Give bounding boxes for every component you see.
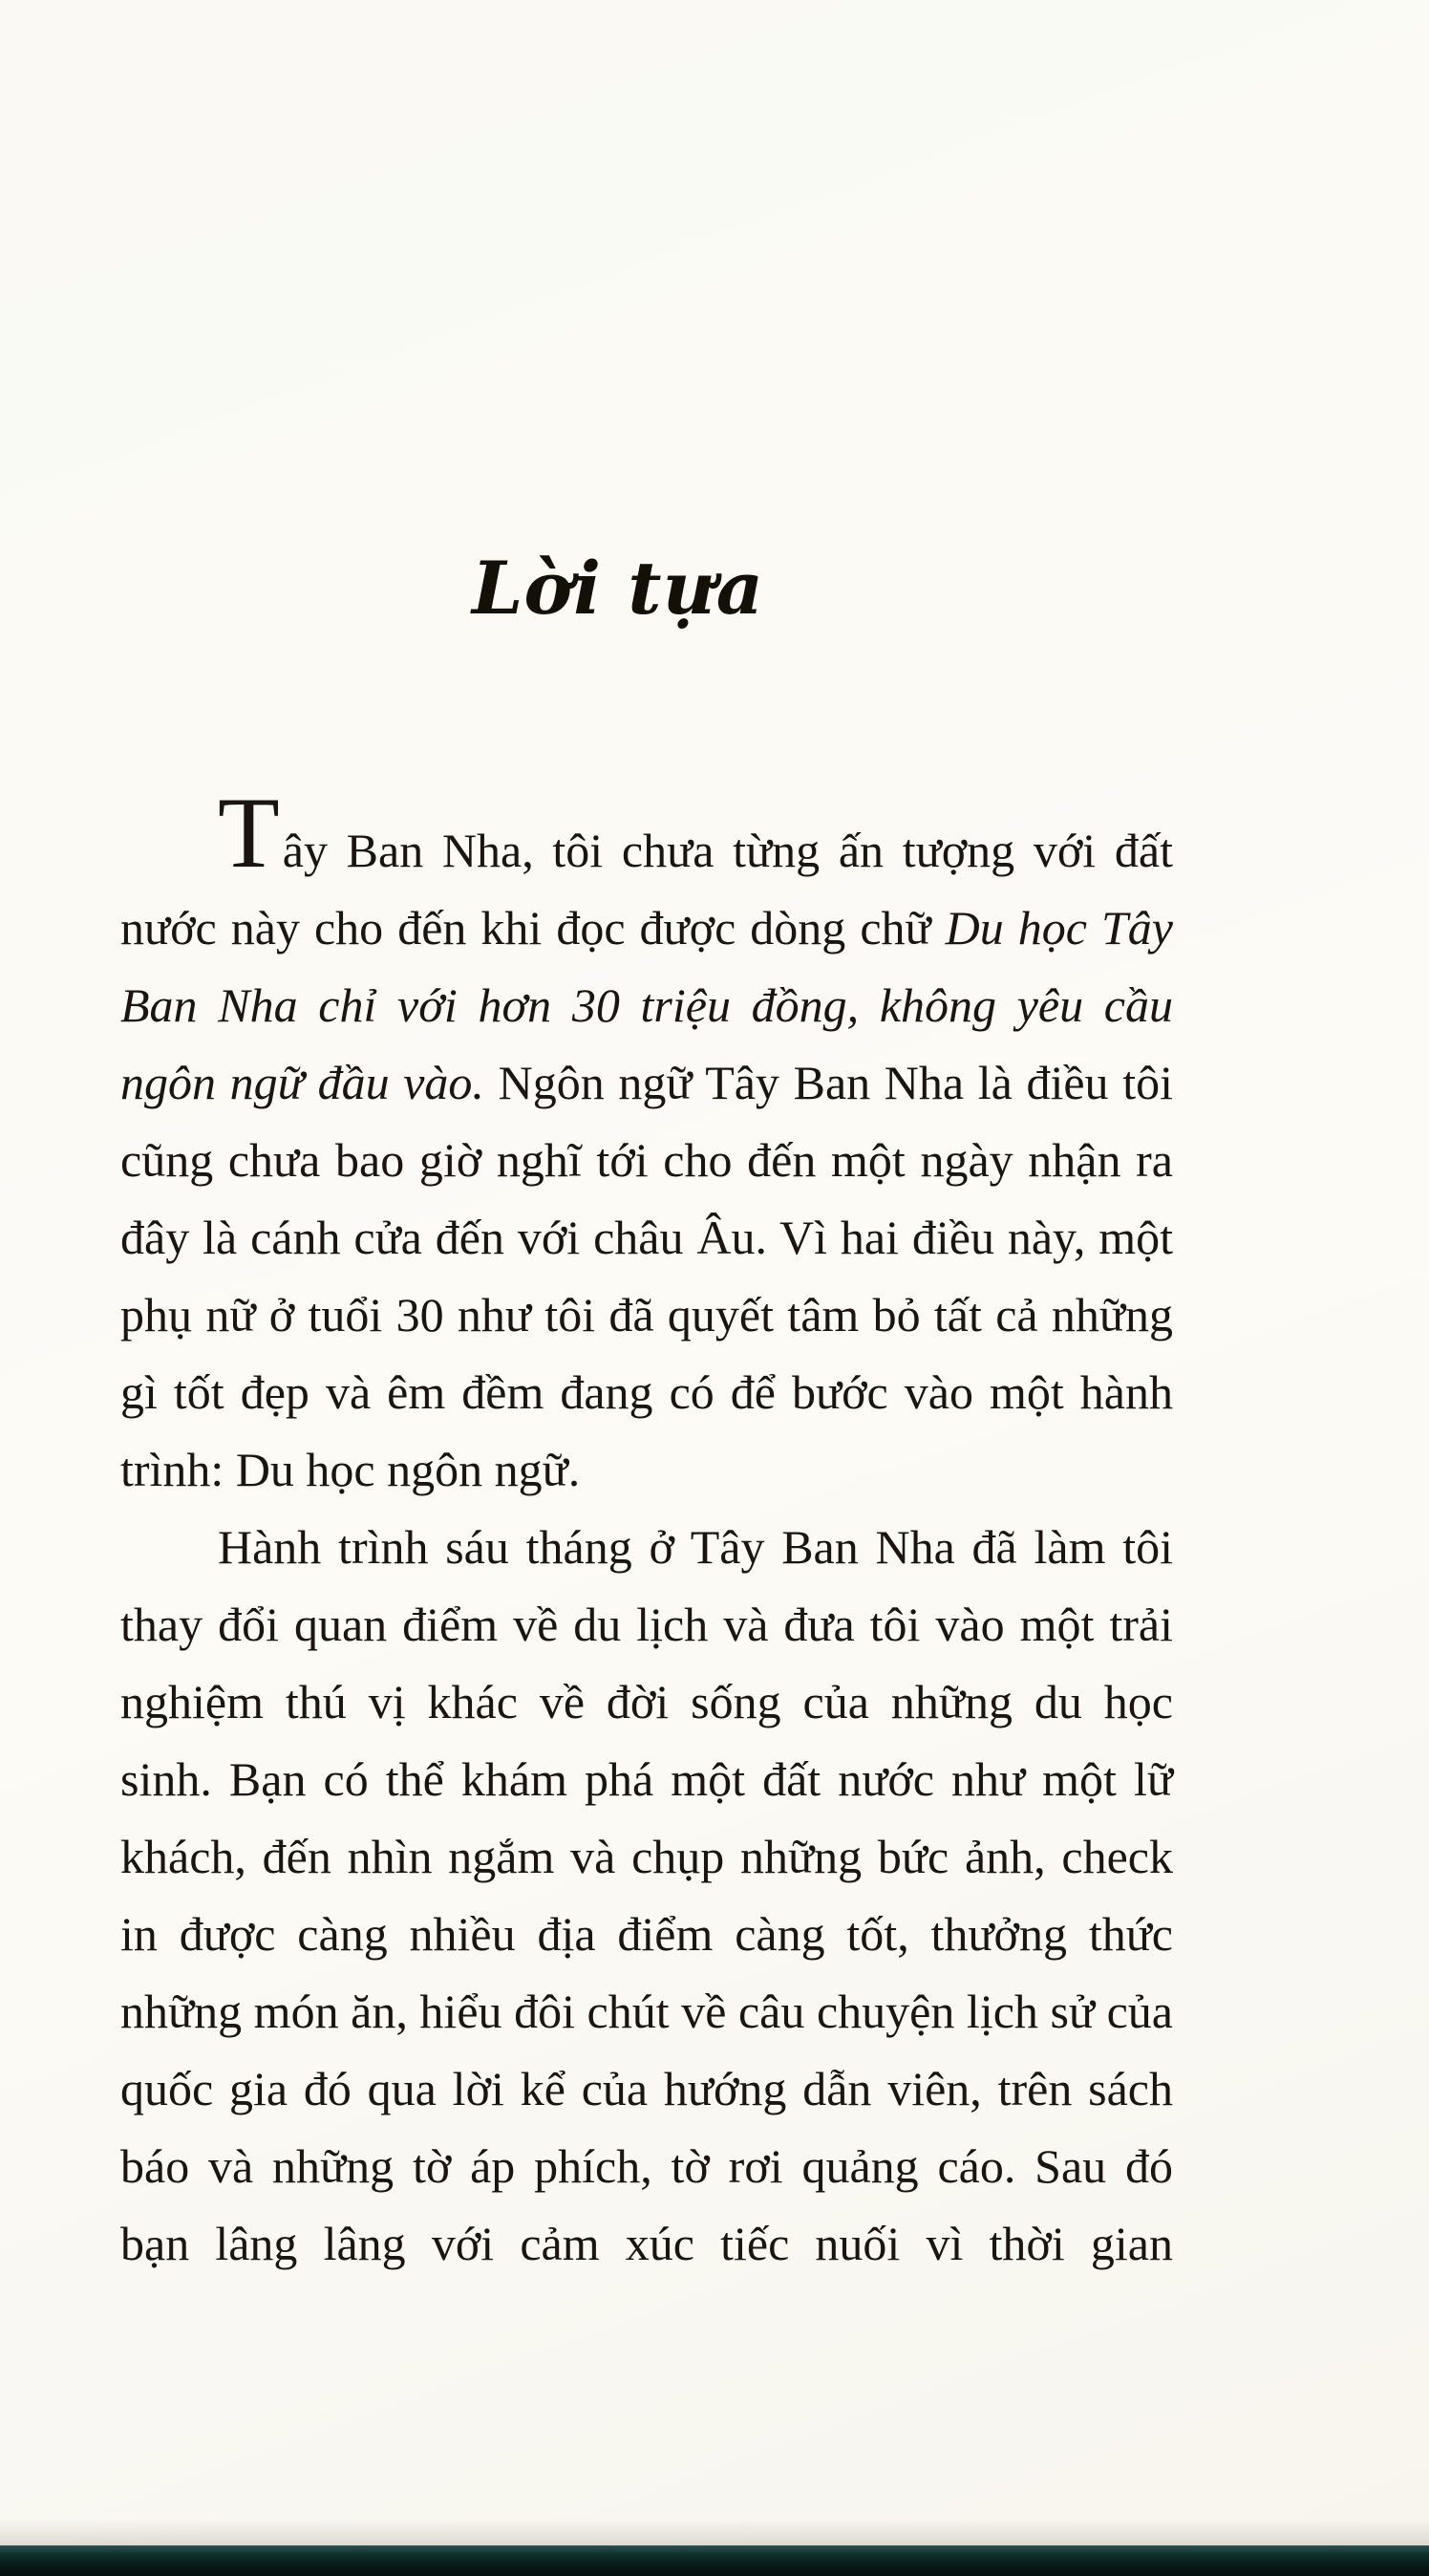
text-run: Hành trình sáu tháng ở Tây Ban Nha đã làm tôi thay đổi quan điểm về du lịch và đưa tôi vào một trải nghiệm thú vị khác về đời sống của những du học sinh. Bạn có thể khám phá một đất nước như một lữ khách, đến nhìn ngắm và chụp những bức ảnh, check in được càng nhiều địa điểm càng tốt, thưởng thức những món ăn, hiểu đôi chút về câu chuyện lịch sử của quốc gia đó qua lời kể của hướng dẫn viên, trên sách báo và những tờ áp phích, tờ rơi quảng cáo. Sau đó bạn lâng lâng với cảm xúc tiếc nuối vì thời gian	[120, 1520, 1173, 2270]
text-run: Du học Tây Ban Nha chỉ với hơn 30 triệu đồng, không yêu cầu ngôn ngữ đầu vào.	[120, 901, 1173, 1109]
body-text	[120, 777, 1173, 2283]
text-run: Ngôn ngữ Tây Ban Nha là điều tôi cũng chưa bao giờ nghĩ tới cho đến một ngày nhận ra đây là cánh cửa đến với châu Âu. Vì hai điều này, một phụ nữ ở tuổi 30 như tôi đã quyết tâm bỏ tất cả những gì tốt đẹp và êm đềm đang có để bước vào một hành trình: Du học ngôn ngữ.	[120, 1056, 1173, 1496]
text-run: ây Ban Nha, tôi chưa từng ấn tượng với đất nước này cho đến khi đọc được dòng chữ	[120, 824, 1173, 955]
paragraph	[120, 777, 1173, 1509]
paragraph	[120, 1509, 1173, 2283]
page-content	[120, 0, 1173, 2283]
dropcap-letter: T	[218, 777, 283, 889]
page-title: Lời tựa	[471, 546, 765, 631]
page-curl-shadow	[0, 2519, 1429, 2547]
page-edge-strip	[0, 2545, 1429, 2576]
